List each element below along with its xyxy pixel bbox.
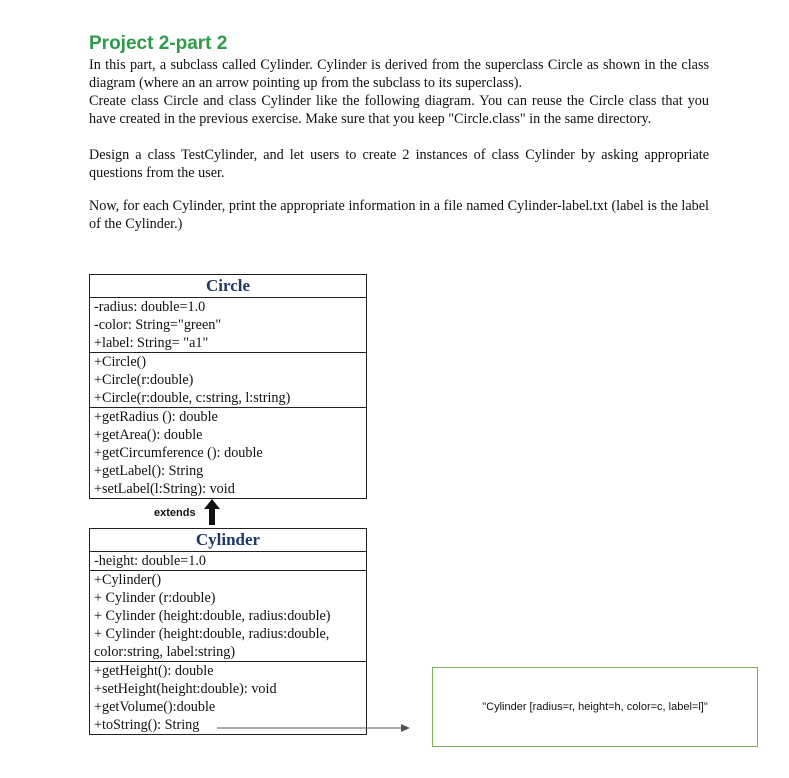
cylinder-class-name: Cylinder xyxy=(90,529,366,552)
cylinder-class-box xyxy=(89,528,367,735)
intro-paragraph: In this part, a subclass called Cylinder. Cylinder is derived from the superclass Circle as shown in the class diagram (where an an arrow pointing up from the subclass to its superclass). xyxy=(89,57,709,92)
circle-method: +getLabel(): String xyxy=(94,463,204,479)
circle-attribute: +label: String= "a1" xyxy=(94,335,209,351)
cylinder-method: +getHeight(): double xyxy=(94,663,214,679)
create-classes-paragraph: Create class Circle and class Cylinder like the following diagram. You can reuse the Circle class that you have created in the previous exercise. Make sure that you keep "Circle.class" in the same directory. xyxy=(89,93,709,128)
circle-constructors xyxy=(90,353,366,408)
output-file-paragraph: Now, for each Cylinder, print the appropriate information in a file named Cylinder-label.txt (label is the label of the Cylinder.) xyxy=(89,198,709,233)
cylinder-constructor: + Cylinder (height:double, radius:double) xyxy=(94,608,331,624)
circle-constructor: +Circle(r:double, c:string, l:string) xyxy=(94,390,291,406)
circle-method: +getCircumference (): double xyxy=(94,445,263,461)
cylinder-attributes xyxy=(90,552,366,571)
cylinder-method: +setHeight(height:double): void xyxy=(94,681,277,697)
cylinder-constructor: + Cylinder (r:double) xyxy=(94,590,216,606)
cylinder-constructor: + Cylinder (height:double, radius:double, color:string, label:string) xyxy=(94,626,330,660)
cylinder-method: +toString(): String xyxy=(94,717,200,733)
circle-attribute: -color: String="green" xyxy=(94,317,222,333)
circle-constructor: +Circle(r:double) xyxy=(94,372,194,388)
tostring-arrow-icon xyxy=(213,718,413,734)
extends-arrow-icon xyxy=(203,499,221,525)
tostring-output-text: "Cylinder [radius=r, height=h, color=c, label=l]" xyxy=(482,701,708,713)
circle-constructor: +Circle() xyxy=(94,354,147,370)
circle-methods xyxy=(90,408,366,498)
circle-attribute: -radius: double=1.0 xyxy=(94,299,206,315)
extends-label: extends xyxy=(154,507,196,519)
circle-method: +getArea(): double xyxy=(94,427,203,443)
cylinder-method: +getVolume():double xyxy=(94,699,216,715)
circle-class-name: Circle xyxy=(90,275,366,298)
circle-method: +getRadius (): double xyxy=(94,409,218,425)
circle-attributes xyxy=(90,298,366,353)
page-title: Project 2-part 2 xyxy=(89,33,228,54)
cylinder-attribute: -height: double=1.0 xyxy=(94,553,207,569)
circle-class-box xyxy=(89,274,367,499)
test-cylinder-paragraph: Design a class TestCylinder, and let users to create 2 instances of class Cylinder by asking appropriate questions from the user. xyxy=(89,147,709,182)
cylinder-constructor: +Cylinder() xyxy=(94,572,162,588)
cylinder-constructors xyxy=(90,571,366,662)
circle-method: +setLabel(l:String): void xyxy=(94,481,235,497)
tostring-output-callout xyxy=(432,667,758,747)
